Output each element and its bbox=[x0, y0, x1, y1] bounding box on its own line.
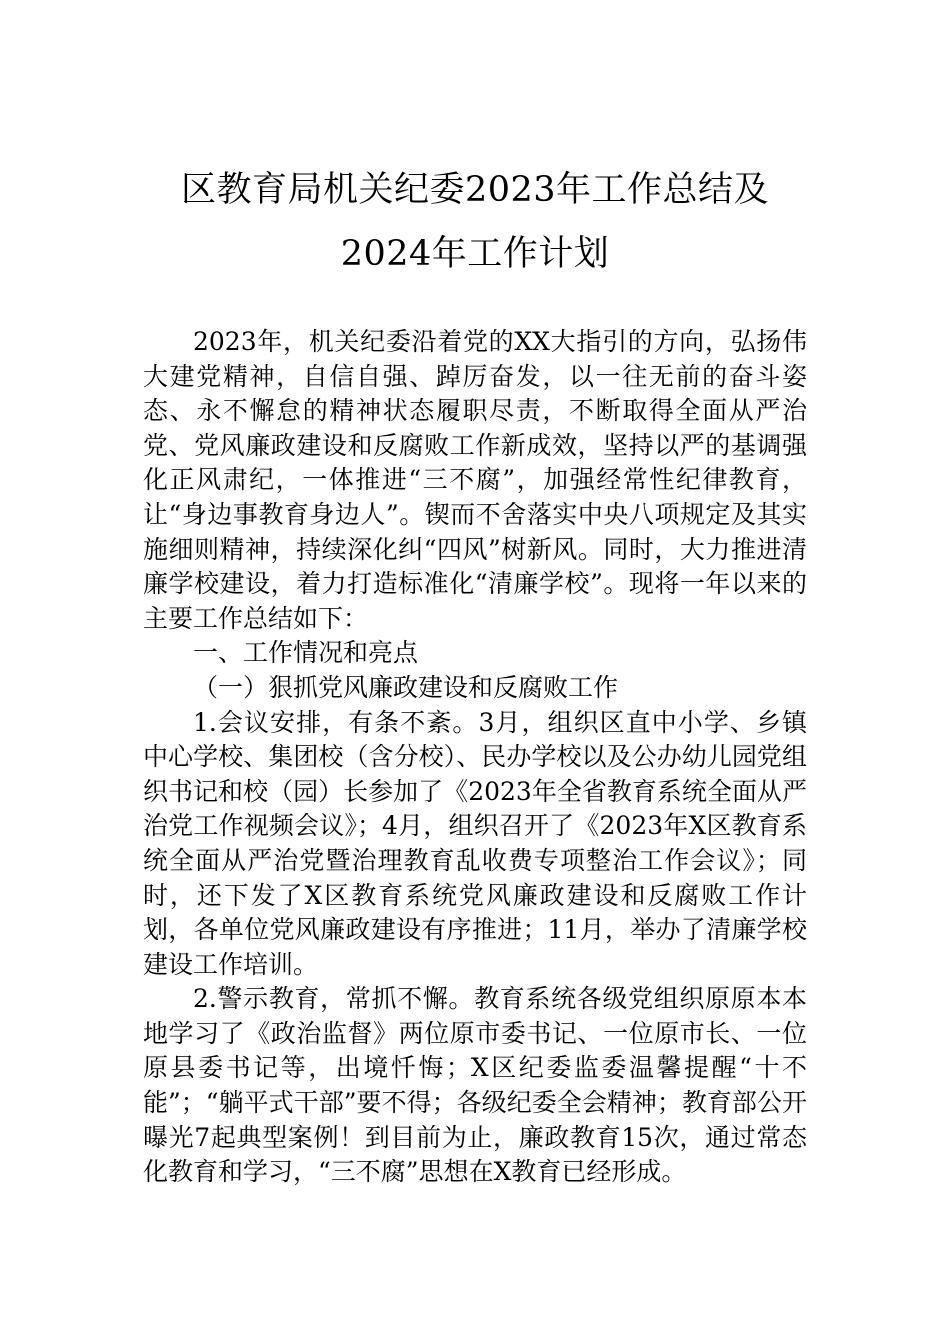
section-heading: 一、工作情况和亮点 bbox=[193, 638, 419, 668]
document-title: 区教育局机关纪委2023年工作总结及2024年工作计划 bbox=[180, 170, 770, 274]
document-body bbox=[143, 325, 807, 1190]
subsection-heading: （一）狠抓党风廉政建设和反腐败工作 bbox=[193, 672, 619, 702]
paragraph-warning-education: 2.警示教育，常抓不懈。教育系统各级党组织原原本本地学习了《政治监督》两位原市委书记、一位原市长、一位原县委书记等，出境忏悔；X区纪委监委温馨提醒“十不能”；“躺平式干部”要不得；各级纪委全会精神；教育部公开曝光7起典型案例！到目前为止，廉政教育15次，通过常态化教育和学习，“三不腐”思想在X教育已经形成。 bbox=[143, 984, 807, 1187]
paragraph-meetings: 1.会议安排，有条不紊。3月，组织区直中小学、乡镇中心学校、集团校（含分校）、民办学校以及公办幼儿园党组织书记和校（园）长参加了《2023年全省教育系统全面从严治党工作视频会议》；4月，组织召开了《2023年X区教育系统全面从严治党暨治理教育乱收费专项整治工作会议》；同时，还下发了X区教育系统党风廉政建设和反腐败工作计划，各单位党风廉政建设有序推进；11月，举办了清廉学校建设工作培训。 bbox=[143, 707, 807, 979]
paragraph-intro: 2023年，机关纪委沿着党的XX大指引的方向，弘扬伟大建党精神，自信自强、踔厉奋发，以一往无前的奋斗姿态、永不懈怠的精神状态履职尽责，不断取得全面从严治党、党风廉政建设和反腐败工作新成效，坚持以严的基调强化正风肃纪，一体推进“三不腐”，加强经常性纪律教育，让“身边事教育身边人”。锲而不舍落实中央八项规定及其实施细则精神，持续深化纠“四风”树新风。同时，大力推进清廉学校建设，着力打造标准化“清廉学校”。现将一年以来的主要工作总结如下： bbox=[143, 327, 807, 633]
